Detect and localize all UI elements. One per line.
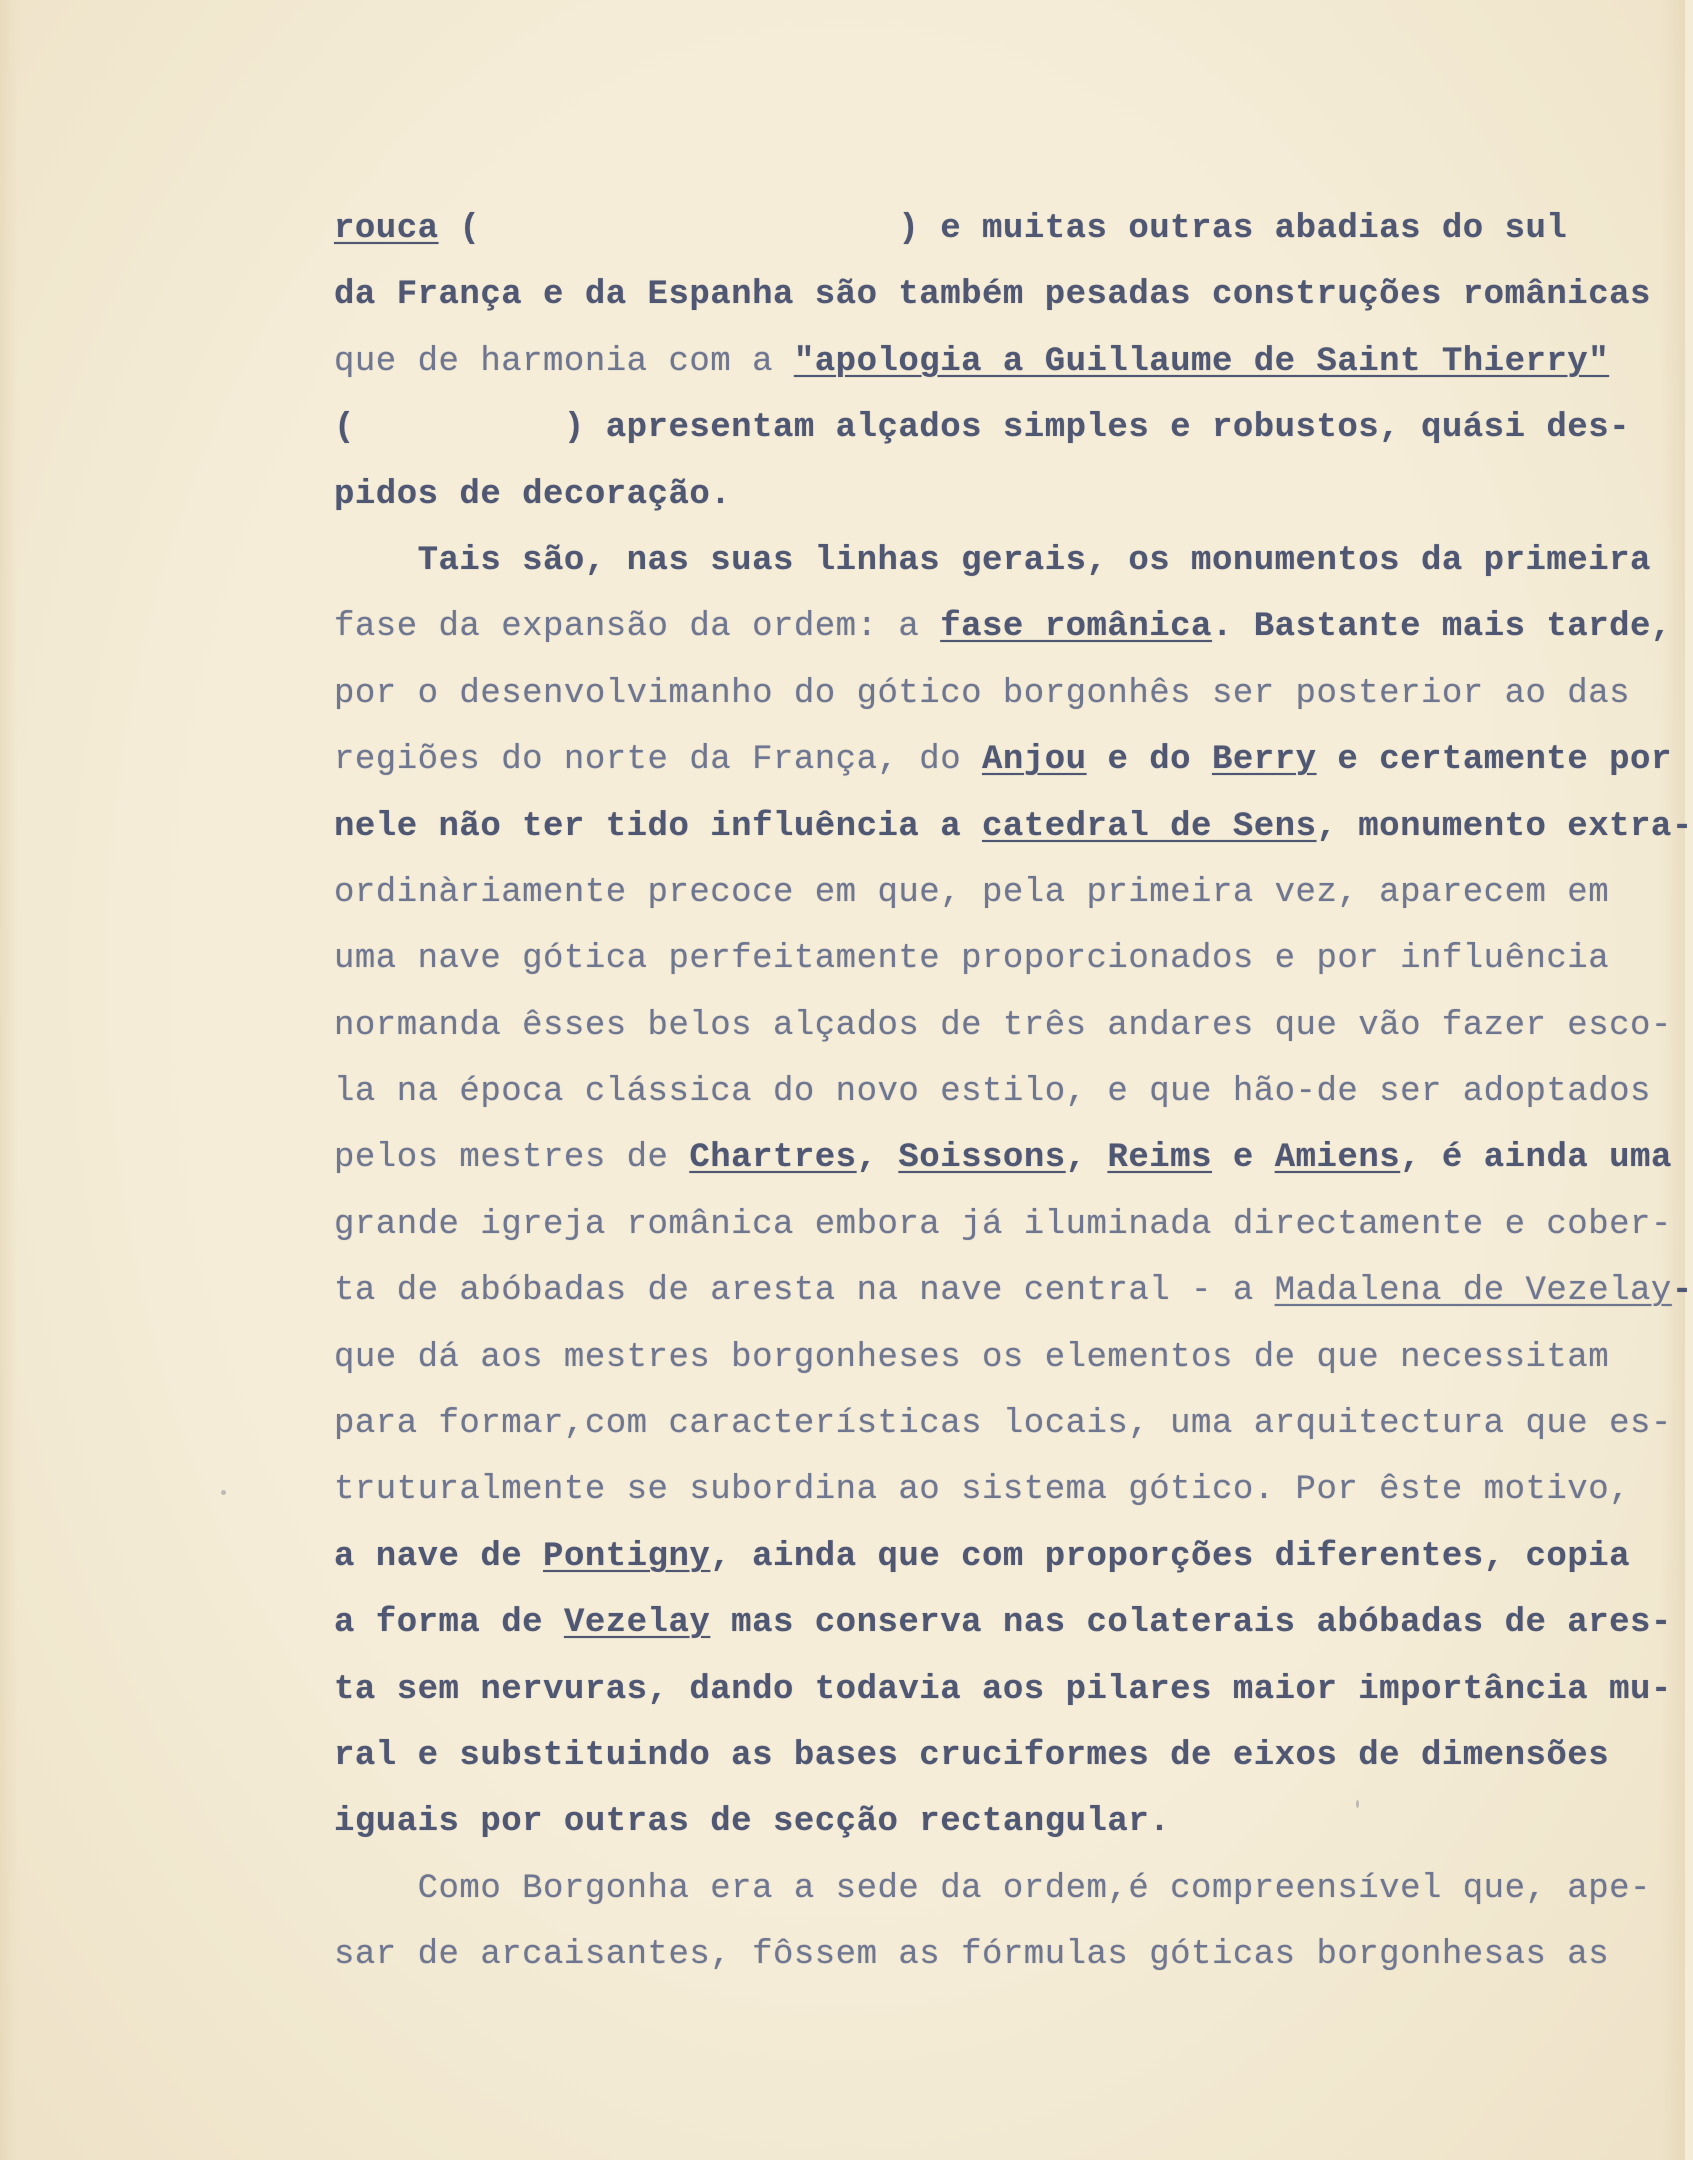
underlined-term: Reims xyxy=(1107,1139,1212,1178)
text-run: . Bastante mais tarde, xyxy=(1211,608,1672,647)
text-run: , ainda que com proporções diferentes, copia xyxy=(710,1537,1631,1576)
text-run: , é ainda uma xyxy=(1400,1139,1672,1178)
underlined-term: Pontigny xyxy=(543,1537,711,1576)
text-line xyxy=(334,1391,1672,1457)
text-line xyxy=(334,1325,1634,1391)
text-run: iguais por outras de secção rectangular. xyxy=(334,1803,1171,1842)
underlined-term: rouca xyxy=(334,210,439,248)
text-run: mas conserva nas colaterais abóbadas de ares- xyxy=(710,1604,1672,1643)
text-run: da França e da Espanha são também pesadas construções românicas xyxy=(334,276,1651,315)
text-run: ta de abóbadas de aresta na nave central - a xyxy=(334,1272,1275,1311)
text-line xyxy=(334,462,1634,528)
text-run: uma nave gótica perfeitamente proporcionados e por influência xyxy=(334,940,1610,979)
underlined-term: Soissons xyxy=(898,1139,1066,1178)
text-run: e do xyxy=(1086,741,1212,780)
text-run: a nave de xyxy=(334,1537,544,1576)
text-line xyxy=(334,993,1672,1059)
underlined-term: Madalena de Vezelay xyxy=(1274,1272,1672,1311)
text-run: pidos de decoração. xyxy=(334,475,732,514)
underlined-term: Vezelay xyxy=(563,1604,711,1643)
text-run: ( ) e muitas outras abadias do sul xyxy=(438,210,1568,248)
text-run: ( ) apresentam alçados simples e robustos, quási des- xyxy=(334,409,1631,448)
text-run: Tais são, nas suas linhas gerais, os monumentos da primeira xyxy=(334,541,1651,580)
text-line xyxy=(334,594,1672,660)
text-run: - xyxy=(1671,1272,1693,1311)
text-line xyxy=(334,926,1634,992)
text-line xyxy=(334,262,1651,328)
text-line xyxy=(334,329,1634,395)
text-run: truturalmente se subordina ao sistema gótico. Por êste motivo, xyxy=(334,1471,1631,1510)
text-line xyxy=(334,661,1634,727)
text-line xyxy=(334,1125,1672,1191)
text-run: que de harmonia com a xyxy=(334,342,794,381)
underlined-term: "apologia a Guillaume de Saint Thierry" xyxy=(793,342,1610,381)
text-line xyxy=(334,1059,1651,1125)
text-line xyxy=(334,860,1634,926)
text-run: ta sem nervuras, dando todavia aos pilares maior importância mu- xyxy=(334,1670,1672,1709)
text-run: normanda êsses belos alçados de três andares que vão fazer esco- xyxy=(334,1006,1672,1045)
text-line xyxy=(334,1789,1634,1855)
text-line xyxy=(334,794,1693,860)
text-run: fase da expansão da ordem: a xyxy=(334,608,941,647)
text-run: , xyxy=(1065,1139,1108,1178)
text-run: regiões do norte da França, do xyxy=(334,741,983,780)
underlined-term: fase românica xyxy=(940,608,1212,647)
text-run: ral e substituindo as bases cruciformes de eixos de dimensões xyxy=(334,1736,1610,1775)
text-line xyxy=(334,528,1651,594)
text-run: Como Borgonha era a sede da ordem,é compreensível que, ape- xyxy=(334,1869,1651,1908)
underlined-term: catedral de Sens xyxy=(982,807,1317,846)
text-run: nele não ter tido influência a xyxy=(334,807,983,846)
text-run: para formar,com características locais, uma arquitectura que es- xyxy=(334,1405,1672,1444)
text-line xyxy=(334,1590,1672,1656)
text-run: e certamente por xyxy=(1316,741,1672,780)
text-line xyxy=(334,727,1672,793)
text-run: sar de arcaisantes, fôssem as fórmulas góticas borgonhesas as xyxy=(334,1936,1610,1975)
ink-speck xyxy=(221,1490,226,1495)
underlined-term: Chartres xyxy=(689,1139,857,1178)
text-run: e xyxy=(1211,1139,1275,1178)
text-run: ordinàriamente precoce em que, pela primeira vez, aparecem em xyxy=(334,873,1610,912)
text-run: pelos mestres de xyxy=(334,1139,690,1178)
body-text xyxy=(334,196,1693,1989)
underlined-term: Amiens xyxy=(1274,1139,1401,1178)
text-line xyxy=(334,395,1634,461)
text-run: , xyxy=(856,1139,899,1178)
text-line xyxy=(334,1258,1693,1324)
text-run: por o desenvolvimanho do gótico borgonhês ser posterior ao das xyxy=(334,674,1631,713)
text-run: a forma de xyxy=(334,1604,564,1643)
underlined-term: Anjou xyxy=(982,741,1087,780)
underlined-term: Berry xyxy=(1211,741,1317,780)
text-line xyxy=(334,1856,1651,1922)
text-line xyxy=(334,1457,1634,1523)
text-run: grande igreja românica embora já iluminada directamente e cober- xyxy=(334,1205,1672,1244)
text-line xyxy=(334,1723,1634,1789)
text-run: , monumento extra- xyxy=(1316,807,1693,846)
text-line xyxy=(334,1657,1672,1723)
text-line xyxy=(334,1192,1672,1258)
text-run: que dá aos mestres borgonheses os elementos de que necessitam xyxy=(334,1338,1610,1377)
text-line xyxy=(334,1922,1634,1988)
text-line xyxy=(334,196,1634,262)
text-line xyxy=(334,1524,1634,1590)
text-run: la na época clássica do novo estilo, e que hão-de ser adoptados xyxy=(334,1073,1651,1112)
